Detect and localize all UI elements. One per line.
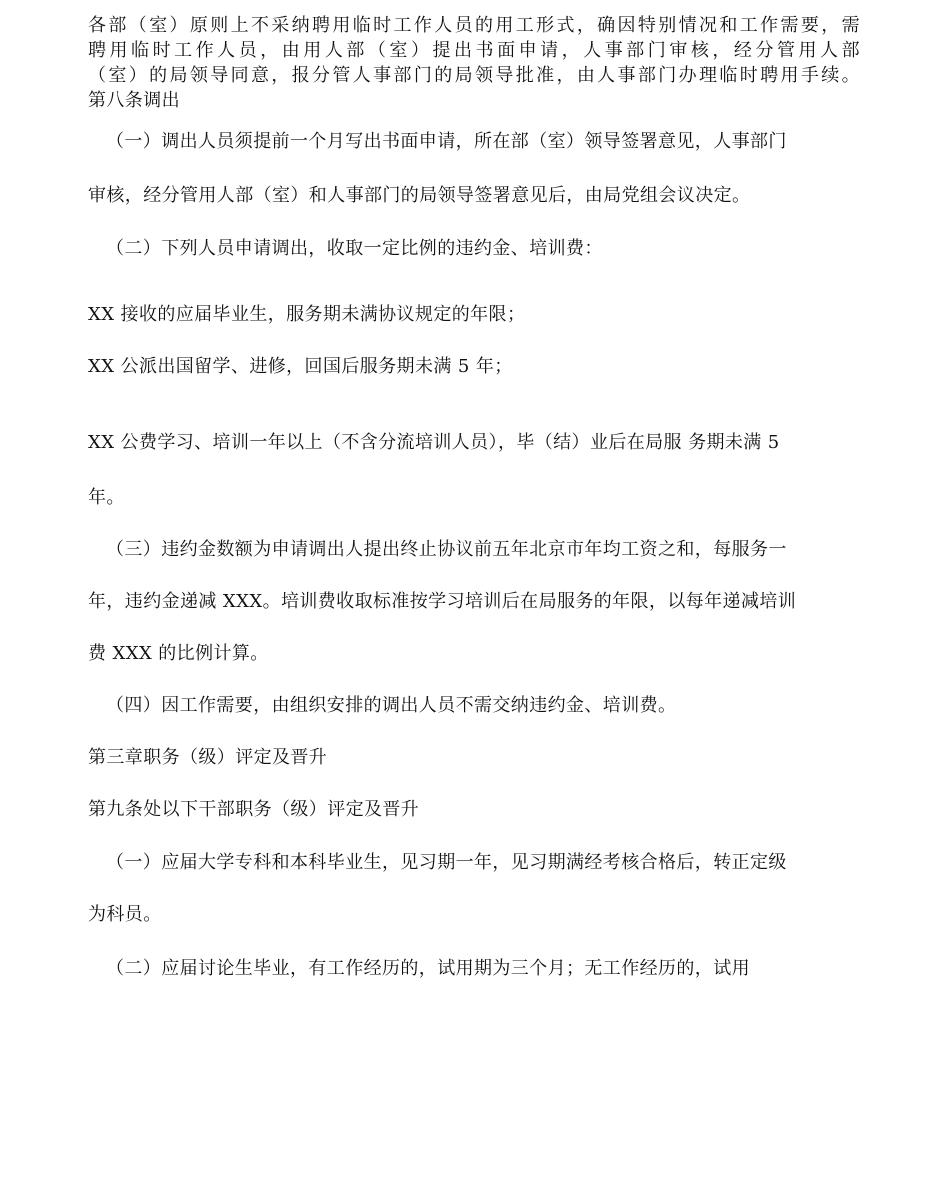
item-8-1-line-1: （一）调出人员须提前一个月写出书面申请，所在部（室）领导签署意见，人事部门 — [106, 131, 787, 152]
list-item-1: XX 接收的应届毕业生，服务期未满协议规定的年限； — [88, 304, 526, 325]
list-item-2: XX 公派出国留学、进修，回国后服务期未满 5 年； — [88, 356, 513, 377]
article-8-title: 第八条调出 — [88, 90, 180, 111]
item-8-1-line-2: 审核，经分管用人部（室）和人事部门的局领导签署意见后，由局党组会议决定。 — [88, 185, 751, 206]
item-9-1-line-2: 为科员。 — [88, 904, 162, 925]
intro-line-2: 聘用临时工作人员，由用人部（室）提出书面申请，人事部门审核，经分管用人部 — [88, 40, 860, 61]
list-item-3-continuation: 年。 — [88, 487, 125, 508]
item-8-3-line-2: 年，违约金递减 XXX。培训费收取标准按学习培训后在局服务的年限，以每年递减培训 — [88, 591, 797, 612]
item-8-3-line-1: （三）违约金数额为申请调出人提出终止协议前五年北京市年均工资之和，每服务一 — [106, 539, 787, 560]
item-8-3-line-3: 费 XXX 的比例计算。 — [88, 643, 269, 664]
chapter-3-title: 第三章职务（级）评定及晋升 — [88, 747, 328, 768]
item-9-1-line-1: （一）应届大学专科和本科毕业生，见习期一年，见习期满经考核合格后，转正定级 — [106, 852, 787, 873]
intro-line-3: （室）的局领导同意，报分管人事部门的局领导批准，由人事部门办理临时聘用手续。 — [88, 65, 860, 86]
intro-line-1: 各部（室）原则上不采纳聘用临时工作人员的用工形式，确因特别情况和工作需要，需 — [88, 15, 860, 36]
list-item-3: XX 公费学习、培训一年以上（不含分流培训人员），毕（结）业后在局服 务期未满 5 — [88, 432, 780, 453]
item-8-2: （二）下列人员申请调出，收取一定比例的违约金、培训费： — [106, 238, 603, 259]
item-8-4: （四）因工作需要，由组织安排的调出人员不需交纳违约金、培训费。 — [106, 695, 677, 716]
article-9-title: 第九条处以下干部职务（级）评定及晋升 — [88, 799, 420, 820]
item-9-2: （二）应届讨论生毕业，有工作经历的，试用期为三个月；无工作经历的，试用 — [106, 958, 750, 979]
